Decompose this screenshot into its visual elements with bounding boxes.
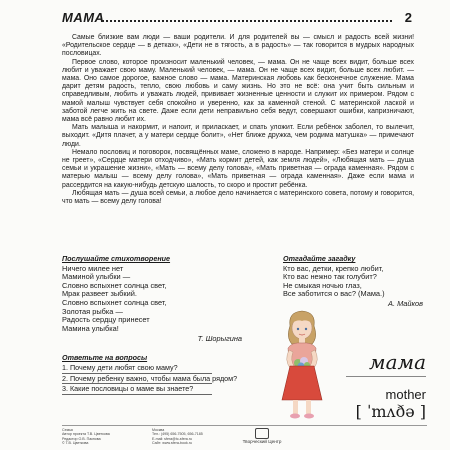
paragraph: Любящая мать — душа всей семьи, а любое дело начинается с материнского совета, потому и говорится, что мать — всему делу голова!	[62, 189, 414, 206]
footer-line: Москва	[152, 428, 165, 432]
poem-line: Маминой улыбки —	[62, 272, 131, 282]
main-article	[62, 34, 414, 206]
publisher-logo-text: Творческий Центр	[242, 439, 282, 444]
poem-author: Т. Шорыгина	[197, 334, 242, 344]
riddle-section	[283, 255, 423, 309]
page-number: 2	[404, 10, 412, 25]
poem-line: Радость сердцу принесет	[62, 315, 150, 325]
riddle-line: Кто вас нежно так голубит?	[283, 272, 377, 282]
paragraph: Самые близкие вам люди — ваши родители. И для родителей вы — смысл и радость всей жизни! «Родительское сердце — в детках», «Дети не в тягость, а в радость» — так говорится в мудрых народных пословицах.	[62, 34, 414, 58]
riddle-title: Отгадайте загадку	[283, 254, 356, 263]
riddle-author: А. Майков	[388, 298, 423, 308]
footer-credits	[62, 428, 110, 445]
footer-contacts	[152, 428, 203, 445]
page-footer	[62, 425, 427, 446]
question-item: 3. Какие пословицы о маме вы знаете?	[62, 384, 212, 395]
questions-title: Ответьте на вопросы	[62, 353, 148, 362]
footer-line: © Т.В. Цветкова	[62, 440, 89, 445]
riddle-line: Не смыкая ночью глаз,	[283, 280, 362, 290]
poem-title: Послушайте стихотворение	[62, 254, 171, 263]
girl-illustration	[268, 308, 336, 423]
vocab-russian-word: мама	[346, 350, 426, 377]
question-item: 2. Почему ребенку важно, чтобы мама была рядом?	[62, 373, 238, 383]
vocab-english-word: mother	[385, 387, 426, 402]
poem-line: Мрак развеет зыбкий.	[62, 289, 137, 299]
header-dotted-leader	[102, 20, 392, 22]
riddle-line: Все заботится о вас? (Мама.)	[283, 289, 385, 299]
footer-line: Автор проекта Т.В. Цветкова	[62, 432, 110, 437]
vocab-transcription: [ ˈmʌðə ]	[355, 402, 426, 421]
paragraph: Немало пословиц и поговорок, посвящённых маме, сложено в народе. Например: «Без матери и солнце не греет», «Сердце матери отходчиво», «Мать кормит детей, как земля людей», «Любящая мать — душа семьи и украшение жизни», «Мать — всему делу голова», «Мать приветная — ограда каменная». Рядом с матерью малыш — всему делу голова», «Мать приветная — ограда каменная». Даже если мама и рассердится на какую-нибудь детскую шалость, то скоро и простит ребёнка.	[62, 148, 414, 189]
riddle-line: Кто вас, детки, крепко любит,	[283, 263, 384, 273]
poem-line: Словно вспыхнет солнца свет,	[62, 297, 167, 307]
paragraph: Первое слово, которое произносит маленький человек, — мама. Он не чаще всех видит, больше всех любит и уважает свою маму. Маленький человек, — мама. Он не чаще всех видит, больше всех любит. — мама. Оно самое дорогое, важное слово — мама. Материнская любовь как бесконечное служение. Мама дарит детям радость, тепло, свою любовь и саму жизнь. Но это не всё: она учит быть сильным и справедливым, любить и уважать людей, прививает жизненные ценности и служит их примером. Рядом с мамой малыш чувствует себя спокойно и уверенно, как за каменной стеной. С материнской лаской и заботой легче жить на свете. Даже если дети неправильно себя ведут, совершают ошибки, капризничают, мама всё равно любит их.	[62, 58, 414, 124]
poem-line: Ничего милее нет	[62, 263, 124, 273]
poem-line: Мамина улыбка!	[62, 323, 119, 333]
publisher-logo-icon	[255, 428, 269, 439]
poem-section	[62, 255, 242, 344]
paragraph: Мать малыша и накормит, и напоит, и приласкает, и спать уложит. Если ребёнок заболел, то вылечит, выходит. «Дитя плачет, а у матери сердце болит», «Нет ближе дружка, чем родима матушка» — примечают люди.	[62, 124, 414, 148]
poem-line: Словно вспыхнет солнца свет,	[62, 280, 167, 290]
footer-line: Тел.: (495) 656-7505, 656-7185	[152, 432, 203, 437]
questions-section	[62, 353, 238, 395]
footer-line: Сайт: www.sfera-book.ru	[152, 440, 193, 445]
question-item: 1. Почему дети любят свою маму?	[62, 363, 212, 374]
poem-line: Золотая рыбка —	[62, 306, 123, 316]
footer-line: Семья	[62, 428, 73, 432]
publisher-logo	[240, 428, 284, 444]
footer-line: E-mail: sfera@tc-sfera.ru	[152, 436, 192, 441]
page-title: МАМА	[62, 10, 105, 25]
page-header	[62, 10, 412, 28]
footer-line: Редактор О.В. Пакнова	[62, 436, 101, 441]
